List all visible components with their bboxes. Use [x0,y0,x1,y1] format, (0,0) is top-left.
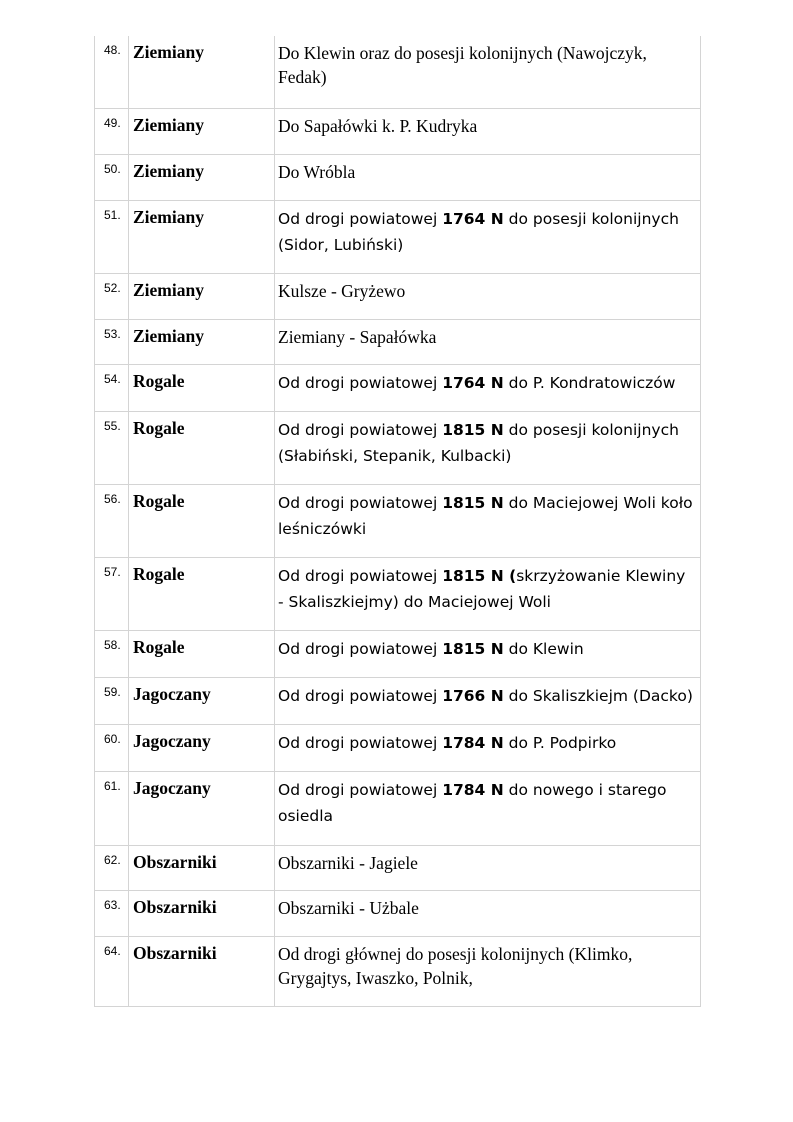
village-name: Ziemiany [129,36,275,108]
row-number: 60. [95,724,129,771]
village-name: Rogale [129,364,275,411]
road-description: Od drogi powiatowej 1764 N do P. Kondratowiczów [275,364,701,411]
road-description: Do Klewin oraz do posesji kolonijnych (Nawojczyk, Fedak) [275,36,701,108]
road-description: Od drogi powiatowej 1815 N do Maciejowej Woli koło leśniczówki [275,484,701,557]
row-number: 63. [95,890,129,936]
road-description: Od drogi powiatowej 1815 N (skrzyżowanie Klewiny - Skaliszkiejmy) do Maciejowej Woli [275,557,701,630]
road-description: Od drogi powiatowej 1815 N do Klewin [275,630,701,677]
table-row [95,319,701,364]
row-number: 54. [95,364,129,411]
road-description: Od drogi głównej do posesji kolonijnych (Klimko, Grygajtys, Iwaszko, Polnik, [275,936,701,1006]
table-row [95,364,701,411]
road-description: Do Wróbla [275,154,701,200]
road-description: Obszarniki - Użbale [275,890,701,936]
village-name: Ziemiany [129,154,275,200]
village-name: Ziemiany [129,273,275,319]
road-description: Od drogi powiatowej 1784 N do P. Podpirko [275,724,701,771]
row-number: 52. [95,273,129,319]
row-number: 50. [95,154,129,200]
row-number: 58. [95,630,129,677]
village-name: Jagoczany [129,771,275,845]
village-name: Jagoczany [129,724,275,771]
row-number: 51. [95,200,129,273]
table-row [95,273,701,319]
village-name: Rogale [129,630,275,677]
row-number: 55. [95,411,129,484]
village-name: Rogale [129,484,275,557]
table-row [95,36,701,108]
table-row [95,771,701,845]
table-row [95,890,701,936]
row-number: 49. [95,108,129,154]
road-description: Kulsze - Gryżewo [275,273,701,319]
row-number: 56. [95,484,129,557]
row-number: 59. [95,677,129,724]
row-number: 64. [95,936,129,1006]
village-name: Obszarniki [129,890,275,936]
table-row [95,677,701,724]
row-number: 53. [95,319,129,364]
village-name: Ziemiany [129,319,275,364]
table-row [95,936,701,1006]
table-row [95,557,701,630]
village-name: Rogale [129,411,275,484]
village-name: Obszarniki [129,845,275,890]
road-description: Obszarniki - Jagiele [275,845,701,890]
village-name: Jagoczany [129,677,275,724]
village-name: Obszarniki [129,936,275,1006]
road-description: Od drogi powiatowej 1766 N do Skaliszkiejm (Dacko) [275,677,701,724]
table-row [95,200,701,273]
table-row [95,108,701,154]
row-number: 57. [95,557,129,630]
table-row [95,630,701,677]
road-description: Od drogi powiatowej 1764 N do posesji kolonijnych (Sidor, Lubiński) [275,200,701,273]
road-description: Do Sapałówki k. P. Kudryka [275,108,701,154]
row-number: 62. [95,845,129,890]
row-number: 48. [95,36,129,108]
table-row [95,724,701,771]
row-number: 61. [95,771,129,845]
village-name: Rogale [129,557,275,630]
table-row [95,484,701,557]
road-description: Od drogi powiatowej 1784 N do nowego i starego osiedla [275,771,701,845]
table-row [95,154,701,200]
road-description: Ziemiany - Sapałówka [275,319,701,364]
village-name: Ziemiany [129,200,275,273]
road-description: Od drogi powiatowej 1815 N do posesji kolonijnych (Słabiński, Stepanik, Kulbacki) [275,411,701,484]
table-row [95,411,701,484]
table-row [95,845,701,890]
roads-table [94,36,701,1007]
village-name: Ziemiany [129,108,275,154]
